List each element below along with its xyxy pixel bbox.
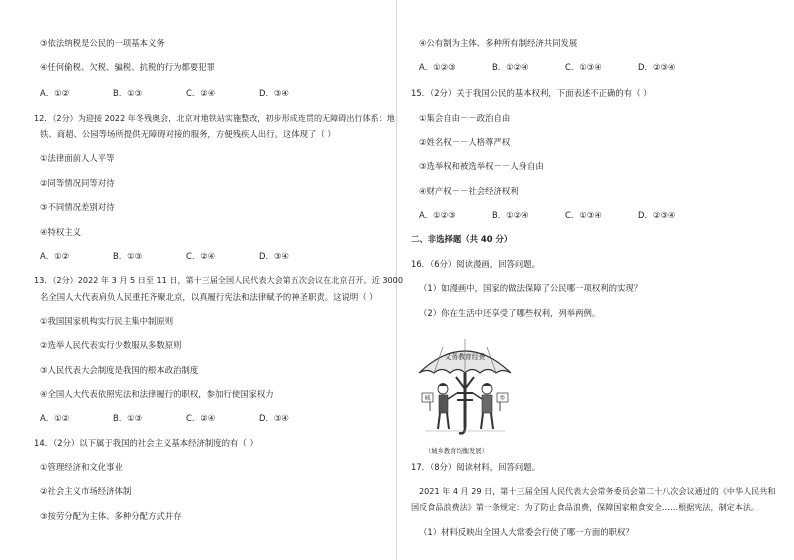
cartoon-caption: （城乡教育均衡发展） (425, 448, 488, 455)
section-heading: 二、非选择题（共 40 分） (411, 234, 513, 244)
question-13-stem: 13．（2分）2022 年 3 月 5 日至 11 日，第十三届全国人民代表大会第五次会议在北京召开。近 3000 (34, 275, 403, 285)
choice-d: D．③④ (259, 413, 289, 423)
option-text: ②社会主义市场经济体制 (40, 486, 132, 496)
choice-b: B．①③ (113, 88, 143, 98)
question-16-sub2: （2）你在生活中还享受了哪些权利，列举两例。 (419, 308, 601, 318)
choice-b: B．①②④ (492, 210, 529, 220)
option-text: ③选举权和被选举权－－人身自由 (419, 161, 544, 171)
question-17-sub1: （1）材料反映出全国人大常委会行使了哪一方面的职权？ (419, 527, 634, 537)
choice-b: B．①③ (113, 251, 143, 261)
choice-c: C．②④ (186, 88, 216, 98)
option-text: ③人民代表大会制度是我国的根本政治制度 (40, 365, 199, 375)
option-text: ③不同情况差别对待 (40, 202, 115, 212)
choice-d: D．②③④ (638, 210, 676, 220)
option-text: ①法律面前人人平等 (40, 153, 115, 163)
answer-choices (40, 88, 332, 99)
option-text: ④特权主义 (40, 227, 82, 237)
option-text: ④任何偷税、欠税、骗税、抗税的行为都要犯罪 (40, 62, 216, 72)
left-flag-label: 城 (424, 395, 431, 402)
option-text: ③按劳分配为主体、多种分配方式并存 (40, 511, 182, 521)
right-column (397, 0, 794, 560)
choice-a: A．①② (40, 413, 70, 423)
option-text: ④财产权－－社会经济权利 (419, 186, 519, 196)
choice-d: D．②③④ (638, 62, 676, 72)
choice-a: A．①② (40, 251, 70, 261)
question-13-stem-cont: 名全国人大代表肩负人民重托齐聚北京，以真履行宪法和法律赋予的神圣职责。这说明（ ） (40, 292, 378, 302)
question-17-stem: 17．（8分）阅读材料，回答问题。 (411, 462, 541, 472)
question-17-material: 2021 年 4 月 29 日，第十三届全国人民代表大会常务委员会第二十八次会议通过的《中华人民共和 (419, 486, 776, 496)
choice-a: A．①②③ (419, 62, 456, 72)
question-16-stem: 16．（6分）阅读漫画，回答问题。 (411, 259, 541, 269)
choice-b: B．①③ (113, 413, 143, 423)
option-text: ①我国国家机构实行民主集中制原则 (40, 316, 174, 326)
question-17-material-cont: 国反食品浪费法》第一条规定：为了防止食品浪费，保障国家粮食安全……根据宪法，制定本法。 (411, 502, 760, 512)
choice-a: A．①② (40, 88, 70, 98)
choice-c: C．②④ (186, 413, 216, 423)
option-text: ④全国人大代表依照宪法和法律履行的职权，参加行使国家权力 (40, 389, 274, 399)
umbrella-label: 义务教育经费 (444, 353, 486, 361)
question-14-stem: 14．（2分）以下属于我国的社会主义基本经济制度的有（ ） (34, 438, 258, 448)
option-text: ④公有制为主体、多种所有制经济共同发展 (419, 38, 578, 48)
choice-c: C．①③④ (565, 62, 602, 72)
answer-choices (40, 251, 332, 262)
choice-d: D．③④ (259, 88, 289, 98)
question-15-stem: 15．（2分）关于我国公民的基本权利，下面表述不正确的有（ ） (411, 88, 652, 98)
choice-a: A．①②③ (419, 210, 456, 220)
answer-choices (40, 413, 332, 424)
question-12-stem-cont: 铁、商超、公园等场所提供无障碍对接的服务，方便残疾人出行。这体现了（ ） (40, 129, 336, 139)
option-text: ①集会自由－－政治自由 (419, 113, 511, 123)
answer-choices (419, 210, 711, 221)
choice-c: C．②④ (186, 251, 216, 261)
answer-choices (419, 62, 711, 73)
option-text: ①管理经济和文化事业 (40, 462, 123, 472)
choice-d: D．③④ (259, 251, 289, 261)
choice-c: C．①③④ (565, 210, 602, 220)
right-flag-label: 乡 (499, 395, 506, 402)
question-12-stem: 12．（2分）为迎接 2022 年冬残奥会，北京对地铁站实施整改，初步形成连贯的无障碍出行体系：地 (34, 113, 395, 123)
option-text: ②姓名权－－人格尊严权 (419, 137, 511, 147)
question-16-sub1: （1）如漫画中，国家的做法保障了公民哪一项权利的实现？ (419, 283, 643, 293)
option-text: ③依法纳税是公民的一项基本义务 (40, 38, 165, 48)
choice-b: B．①②④ (492, 62, 529, 72)
education-cartoon (417, 335, 513, 453)
option-text: ②同等情况同等对待 (40, 178, 115, 188)
option-text: ②选举人民代表实行少数服从多数原则 (40, 340, 182, 350)
